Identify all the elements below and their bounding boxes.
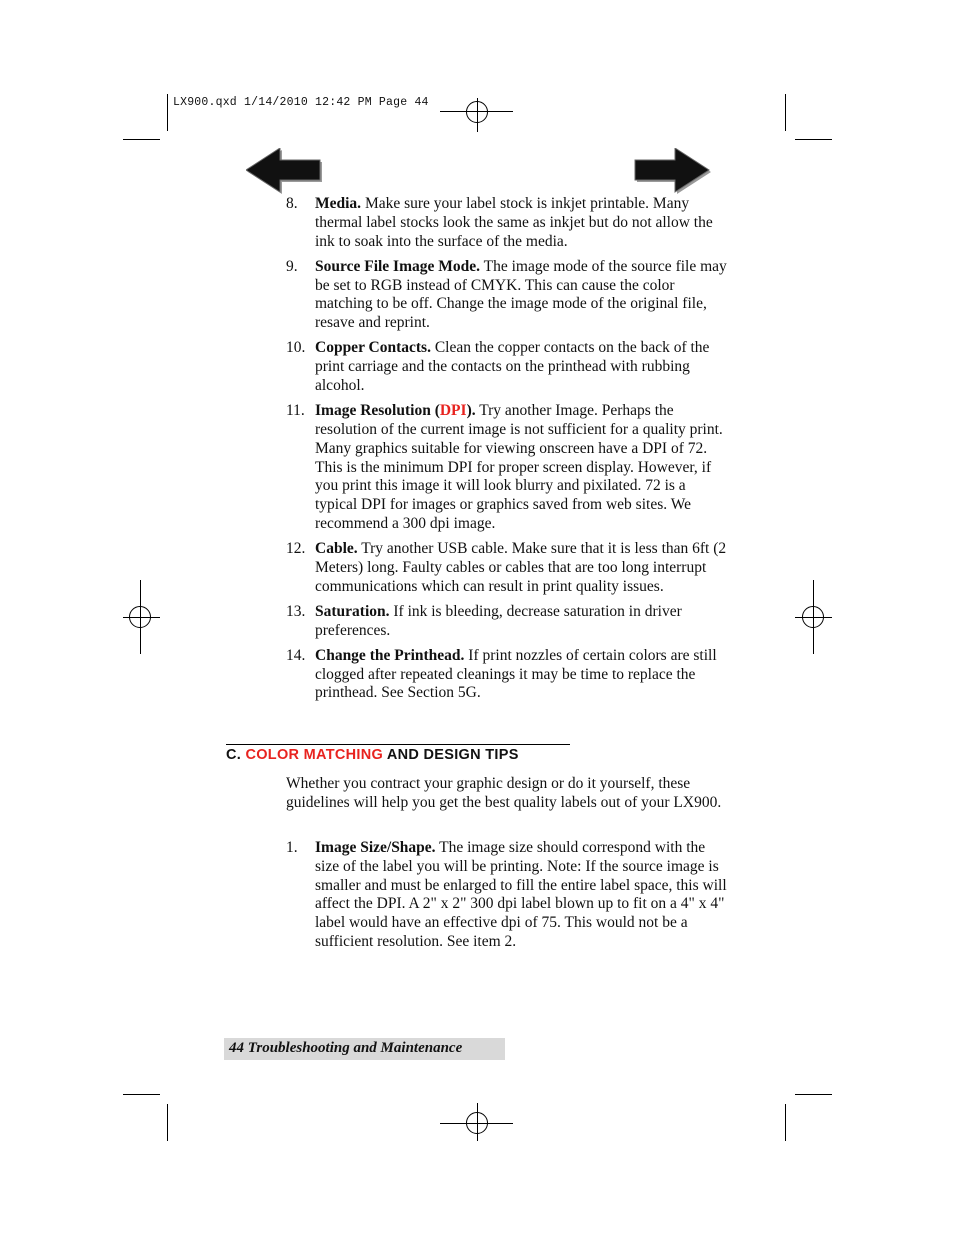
- item-text: Clean the copper contacts on the back of the print carriage and the contacts on the printhead with rubbing alcohol.: [315, 339, 710, 394]
- section-suffix: AND DESIGN TIPS: [383, 747, 519, 763]
- item-term: Image Resolution (: [315, 402, 440, 420]
- crop-mark: [785, 94, 786, 131]
- color-matching-link[interactable]: COLOR MATCHING: [245, 747, 384, 763]
- list-item: [286, 339, 730, 395]
- arrow-right-icon[interactable]: [633, 148, 711, 196]
- list-item: [286, 402, 730, 534]
- item-text: The image size should correspond with the size of the label you will be printing. Note: If the source image is smaller and must be enlarged to fill the entire label space, this will affect the DPI. A 2" x 2" 300 dpi label blown up to fit on a 4" x 4" label would have an effective dpi of 75. This would not be a sufficient resolution. See item 2.: [315, 839, 727, 950]
- section-prefix: C.: [226, 747, 246, 763]
- item-term: Source File Image Mode.: [315, 257, 481, 275]
- crop-mark: [795, 139, 832, 140]
- item-number: 13.: [286, 602, 306, 620]
- item-term: Media.: [315, 195, 362, 212]
- item-term: Image Size/Shape.: [315, 839, 436, 856]
- item-text: Make sure your label stock is inkjet printable. Many thermal label stocks look the same as inkjet but do not allow the ink to soak into the surface of the media.: [315, 195, 713, 250]
- crop-mark: [123, 139, 160, 140]
- item-number: 8.: [286, 195, 298, 212]
- item-term: Change the Printhead.: [315, 646, 465, 664]
- list-item: [286, 603, 730, 641]
- item-number: 11.: [286, 402, 305, 420]
- crop-mark: [785, 1104, 786, 1141]
- item-term: Saturation.: [315, 602, 390, 620]
- item-number: 9.: [286, 257, 298, 275]
- item-text: The image mode of the source file may be set to RGB instead of CMYK. This can cause the color matching to be off. Change the image mode of the original file, resave and reprint.: [315, 257, 727, 332]
- item-number: 14.: [286, 646, 306, 664]
- item-number: 10.: [286, 339, 306, 357]
- crop-mark: [167, 94, 168, 131]
- troubleshooting-list: [286, 195, 730, 710]
- item-term: Copper Contacts.: [315, 339, 431, 357]
- crop-mark: [795, 1094, 832, 1095]
- list-item: [286, 195, 730, 251]
- footer-text: 44 Troubleshooting and Maintenance: [229, 1040, 463, 1056]
- item-number: 12.: [286, 540, 306, 558]
- list-item: [286, 258, 730, 333]
- arrow-left-icon[interactable]: [246, 148, 324, 196]
- file-slug: LX900.qxd 1/14/2010 12:42 PM Page 44: [173, 96, 429, 109]
- item-term-end: ).: [466, 402, 476, 420]
- item-text: Try another Image. Perhaps the resolution of the current image is not sufficient for a quality print. Many graphics suitable for viewing onscreen have a DPI of 72. This is the minimum DPI for proper screen display. However, if you print this image it will look blurry and pixilated. 72 is a typical DPI for images or graphics saved from web sites. We recommend a 300 dpi image.: [315, 402, 723, 532]
- section-heading: [226, 747, 519, 763]
- list-item: [286, 540, 730, 596]
- item-term: Cable.: [315, 540, 358, 558]
- dpi-link[interactable]: DPI: [439, 402, 467, 420]
- item-text: If ink is bleeding, decrease saturation in driver preferences.: [315, 602, 682, 639]
- crop-mark: [123, 1094, 160, 1095]
- design-tips-list: [286, 839, 730, 958]
- list-item: [286, 647, 730, 703]
- section-rule: [226, 744, 570, 745]
- crop-mark: [167, 1104, 168, 1141]
- page-footer: [224, 1038, 505, 1060]
- section-intro: Whether you contract your graphic design or do it yourself, these guidelines will help you get the best quality labels out of your LX900.: [286, 775, 722, 811]
- list-item: [286, 839, 730, 952]
- item-number: 1.: [286, 839, 298, 856]
- item-text: Try another USB cable. Make sure that it is less than 6ft (2 Meters) long. Faulty cables or cables that are too long interrupt communications which can result in print quality issues.: [315, 540, 727, 595]
- item-text: If print nozzles of certain colors are still clogged after repeated cleanings it may be time to replace the printhead. See Section 5G.: [315, 646, 717, 702]
